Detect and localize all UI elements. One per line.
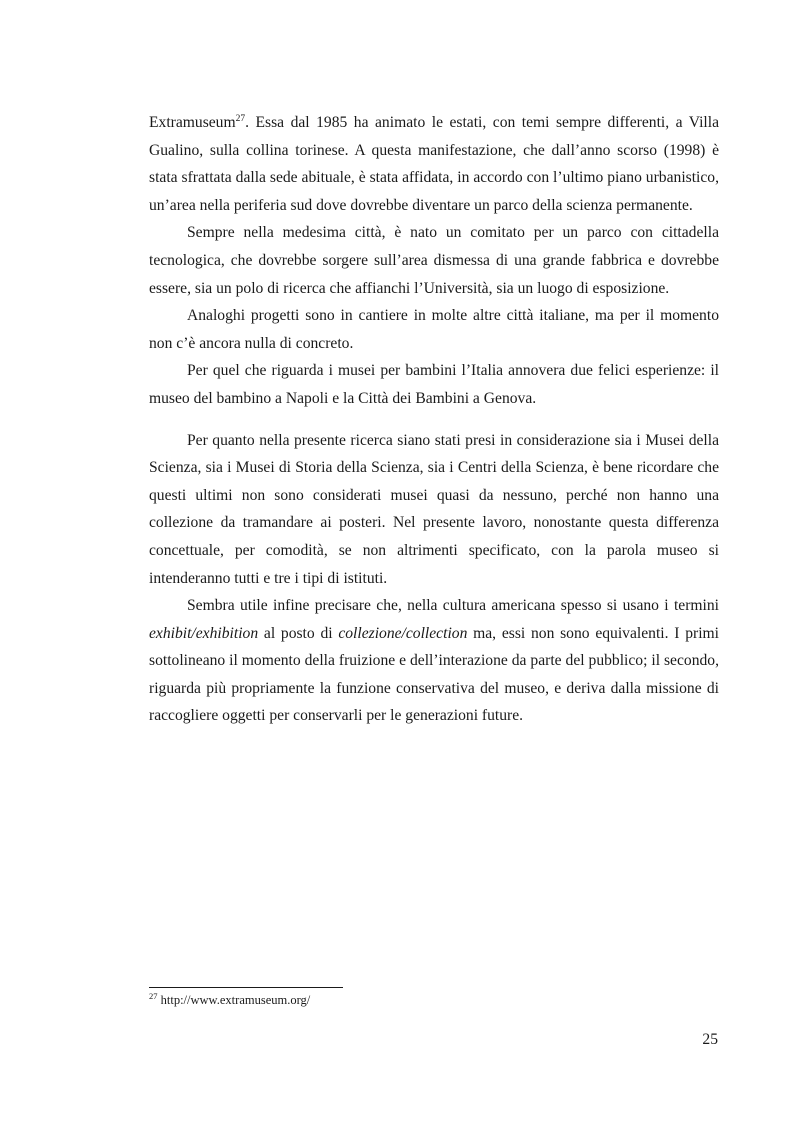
paragraph-lead: Extramuseum: [149, 114, 236, 131]
footnote-reference[interactable]: 27: [235, 114, 246, 124]
body-text: [149, 109, 719, 730]
footnote-number: 27: [149, 991, 158, 1001]
paragraph-extramuseum: [149, 109, 719, 219]
paragraph-rest: . Essa dal 1985 ha animato le estati, con temi sempre differenti, a Villa Gualino, sulla collina torinese. A questa manifestazione, che dall’anno scorso (1998) è stata sfrattata dalla sede abituale, è stata affidata, in accordo con l’ultimo piano urbanistico, un’area nella periferia sud dove dovrebbe diventare un parco della scienza permanente.: [149, 114, 719, 214]
paragraph-musei-bambini: Per quel che riguarda i musei per bambini l’Italia annovera due felici esperienze: il museo del bambino a Napoli e la Città dei Bambini a Genova.: [149, 362, 719, 407]
terminologia-text-1: Sembra utile infine precisare che, nella cultura americana spesso si usano i termini: [187, 597, 719, 615]
footnote: [149, 992, 310, 1008]
footnote-divider: [149, 987, 343, 988]
page-number: 25: [702, 1031, 718, 1048]
paragraph-progetti: Analoghi progetti sono in cantiere in molte altre città italiane, ma per il momento non c’è ancora nulla di concreto.: [149, 307, 719, 352]
terminologia-text-2: al posto di: [258, 624, 339, 642]
term-collection: collezione/collection: [338, 624, 468, 642]
paragraph-cittadella: Sempre nella medesima città, è nato un comitato per un parco con cittadella tecnologica, che dovrebbe sorgere sull’area dismessa di una grande fabbrica e dovrebbe essere, sia un polo di ricerca che affianchi l’Università, sia un luogo di esposizione.: [149, 224, 719, 297]
term-exhibit: exhibit/exhibition: [149, 624, 259, 642]
terminologia-text-3: ma, essi non sono equivalenti. I primi sottolineano il momento della fruizione e dell’interazione da parte del pubblico; il secondo, riguarda più propriamente la funzione conservativa del museo, e deriva dalla missione di raccogliere oggetti per conservarli per le generazioni future.: [149, 624, 719, 725]
footnote-url[interactable]: http://www.extramuseum.org/: [157, 993, 311, 1007]
paragraph-centri-scienza: Per quanto nella presente ricerca siano stati presi in considerazione sia i Musei della Scienza, sia i Musei di Storia della Scienza, sia i Centri della Scienza, è bene ricordare che questi ultimi non sono considerati musei quasi da nessuno, perché non hanno una collezione da tramandare ai posteri. Nel presente lavoro, nonostante questa differenza concettuale, per comodità, se non altrimenti specificato, con la parola museo si intenderanno tutti e tre i tipi di istituti.: [149, 431, 719, 587]
paragraph-terminologia: [149, 592, 719, 730]
